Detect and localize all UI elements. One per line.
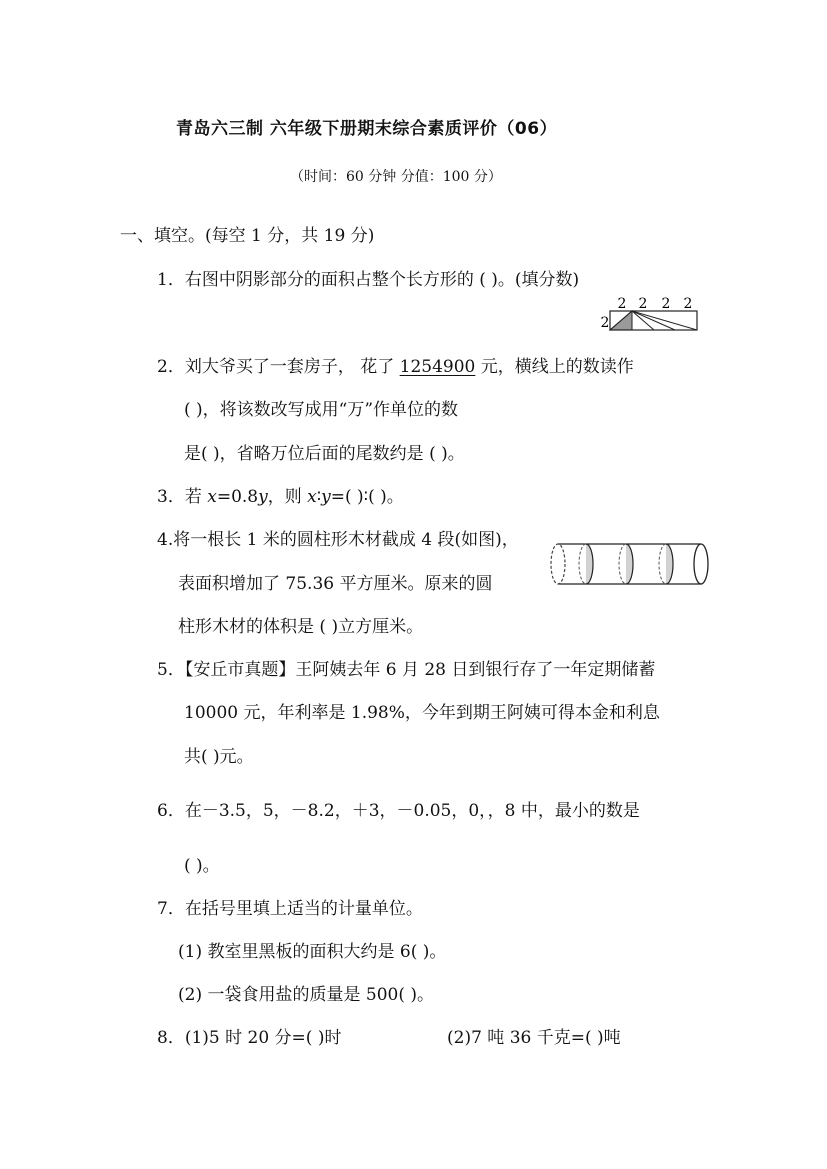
question-2-line-1: 2．刘大爷买了一套房子， 花了 1254900 元，横线上的数读作: [157, 357, 634, 377]
question-7-line-1: 7．在括号里填上适当的计量单位。: [157, 899, 423, 919]
question-3: 3．若 x=0.8y，则 x∶y=( )∶( )。: [157, 487, 404, 507]
q1-label-top-2: 2: [638, 296, 648, 312]
section-heading: 一、填空。(每空 1 分，共 19 分): [120, 226, 375, 246]
question-4-line-3: 柱形木材的体积是 ( )立方厘米。: [178, 617, 424, 637]
q2-number: 1254900: [399, 357, 476, 377]
question-6-line-1: 6．在－3.5，5，－8.2，＋3，－0.05，0，，8 中，最小的数是: [157, 801, 640, 821]
page-subtitle: （时间：60 分钟 分值：100 分）: [290, 169, 502, 185]
q4-cylinder-figure: [548, 540, 713, 590]
q1-rectangle-figure: [600, 296, 700, 336]
question-2-line-2: ( )，将该数改写成用“万”作单位的数: [184, 400, 459, 420]
question-5-line-2: 10000 元，年利率是 1.98%，今年到期王阿姨可得本金和利息: [184, 703, 660, 723]
question-8-part-2: (2)7 吨 36 千克=( )吨: [447, 1028, 621, 1048]
question-1: 1．右图中阴影部分的面积占整个长方形的 ( )。(填分数): [157, 270, 580, 290]
question-8-part-1: 8．(1)5 时 20 分=( )时: [157, 1028, 342, 1048]
question-7-sub-2: (2) 一袋食用盐的质量是 500( )。: [178, 985, 435, 1005]
q1-label-top-3: 2: [661, 296, 671, 312]
q1-label-left: 2: [600, 315, 610, 331]
q1-label-top-1: 2: [617, 296, 627, 312]
q1-label-top-4: 2: [683, 296, 693, 312]
page-title: 青岛六三制 六年级下册期末综合素质评价（06）: [176, 119, 558, 139]
question-4-line-2: 表面积增加了 75.36 平方厘米。原来的圆: [178, 574, 493, 594]
question-6-line-2: ( )。: [184, 856, 220, 876]
question-7-sub-1: (1) 教室里黑板的面积大约是 6( )。: [178, 942, 447, 962]
question-5-line-3: 共( )元。: [184, 747, 254, 767]
question-5-line-1: 5．【安丘市真题】王阿姨去年 6 月 28 日到银行存了一年定期储蓄: [157, 660, 656, 680]
question-2-line-3: 是( )，省略万位后面的尾数约是 ( )。: [184, 444, 465, 464]
question-4-line-1: 4.将一根长 1 米的圆柱形木材截成 4 段(如图)，: [157, 530, 519, 550]
